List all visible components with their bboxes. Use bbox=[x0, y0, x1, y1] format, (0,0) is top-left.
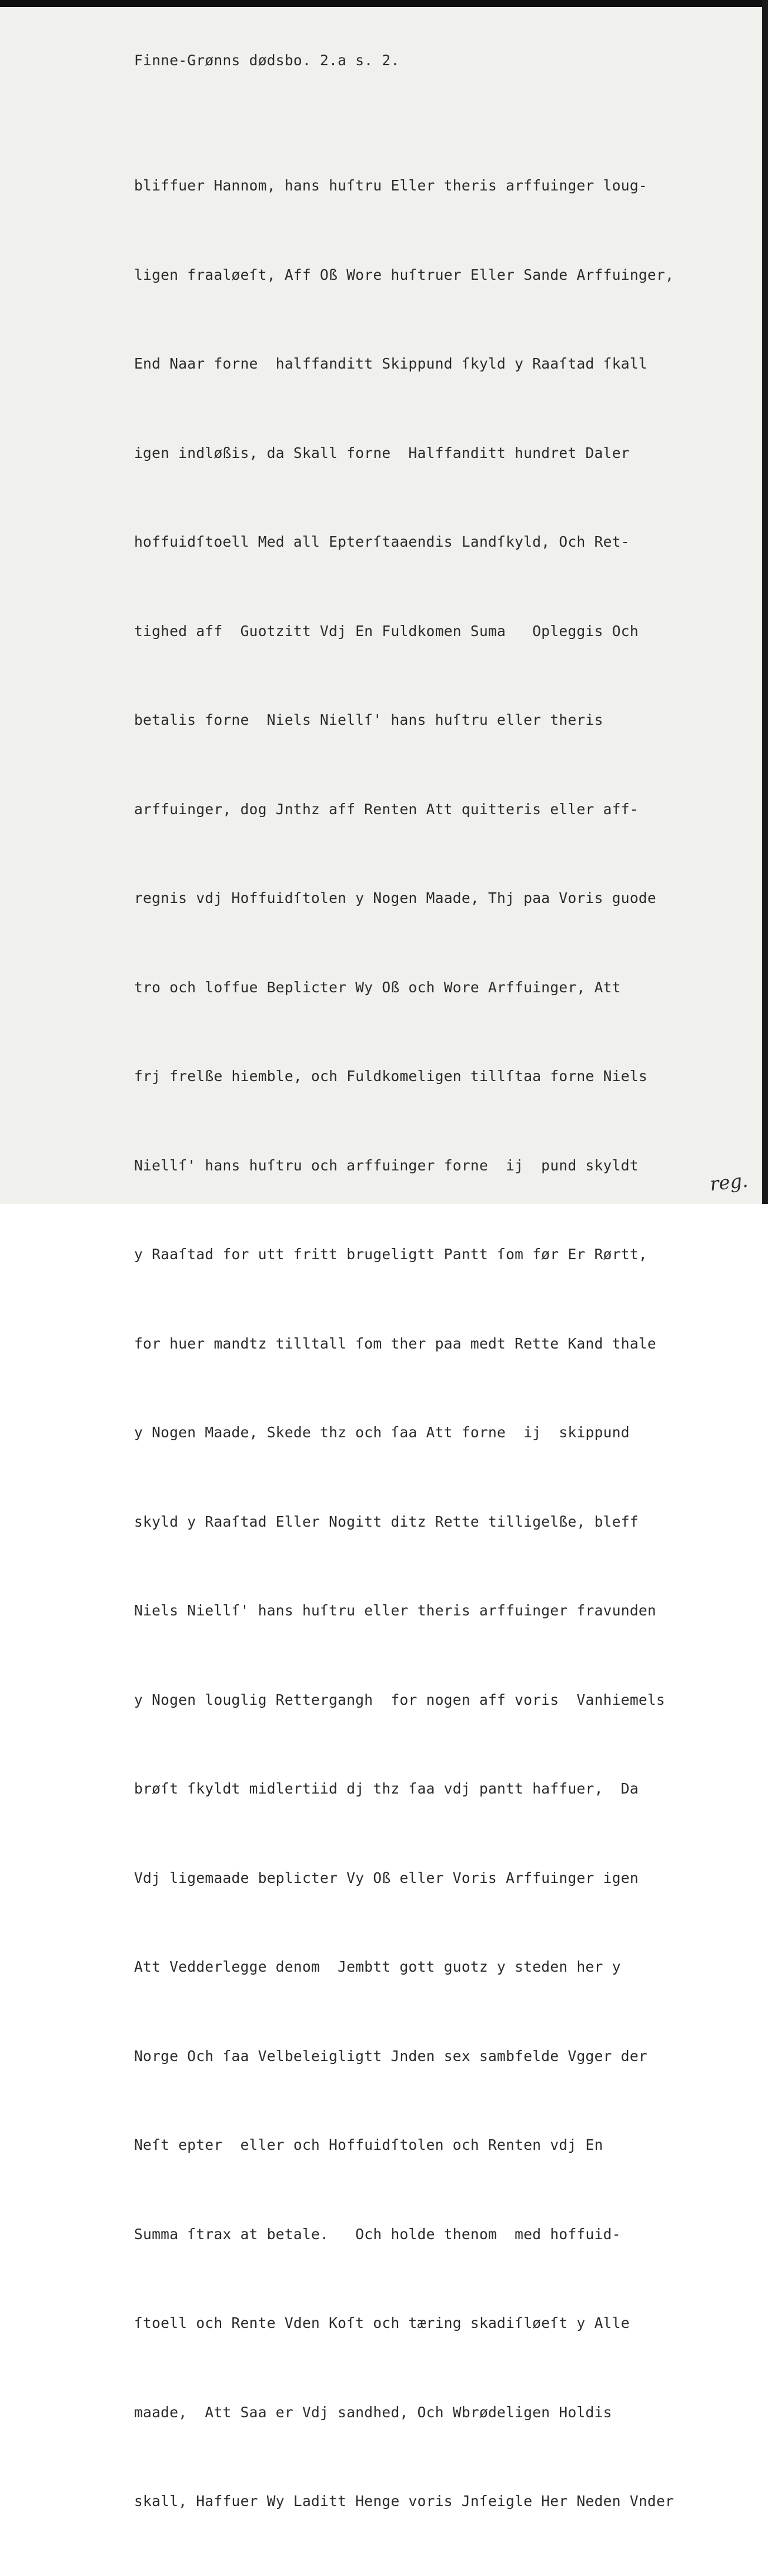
text-line: tighed aff Guotzitt Vdj En Fuldkomen Suma Opleggis Och bbox=[134, 622, 639, 640]
text-line: betalis forne Niels Niellſ' hans huſtru eller theris bbox=[134, 711, 603, 728]
text-line: skyld y Raaſtad Eller Nogitt ditz Rette tilligelße, bleff bbox=[134, 1513, 639, 1530]
text-line: Att Vedderlegge denom Jembtt gott guotz y steden her y bbox=[134, 1958, 621, 1975]
text-line: bliffuer Hannom, hans huſtru Eller theris arffuinger loug- bbox=[134, 177, 647, 194]
text-line: y Nogen Maade, Skede thz och ſaa Att forne ij skippund bbox=[134, 1424, 630, 1441]
text-line: ligen fraaløeſt, Aff Oß Wore huſtruer Eller Sande Arffuinger, bbox=[134, 266, 674, 283]
text-line: ſtoell och Rente Vden Koſt och tæring skadiſløeſt y Alle bbox=[134, 2314, 630, 2331]
scan-frame-right bbox=[762, 0, 768, 1204]
text-line: Norge Och ſaa Velbeleigligtt Jnden sex sambfelde Vgger der bbox=[134, 2047, 647, 2065]
text-line: Niels Niellſ' hans huſtru eller theris arffuinger fravunden bbox=[134, 1602, 656, 1619]
text-line: for huer mandtz tilltall ſom ther paa medt Rette Kand thale bbox=[134, 1334, 656, 1352]
text-line: regnis vdj Hoffuidſtolen y Nogen Maade, Thj paa Voris guode bbox=[134, 889, 656, 906]
text-line: arffuinger, dog Jnthz aff Renten Att quitteris eller aff- bbox=[134, 800, 639, 818]
text-line: skall, Haffuer Wy Laditt Henge voris Jnſeigle Her Neden Vnder bbox=[134, 2493, 674, 2510]
scan-frame-top bbox=[0, 0, 768, 7]
text-line: maade, Att Saa er Vdj sandhed, Och Wbrødeligen Holdis bbox=[134, 2403, 612, 2421]
text-line: Vdj ligemaade beplicter Vy Oß eller Voris Arffuinger igen bbox=[134, 1869, 639, 1886]
handwritten-margin-note: reg. bbox=[709, 1169, 749, 1196]
document-body bbox=[134, 112, 674, 2576]
text-line: frj frelße hiemble, och Fuldkomeligen tillſtaa forne Niels bbox=[134, 1068, 647, 1085]
text-line: Summa ſtrax at betale. Och holde thenom med hoffuid- bbox=[134, 2225, 621, 2243]
text-line: End Naar forne halffanditt Skippund ſkyld y Raaſtad ſkall bbox=[134, 355, 647, 372]
text-line: y Raaſtad for utt fritt brugeligtt Pantt ſom før Er Rørtt, bbox=[134, 1246, 647, 1263]
text-line: Neſt epter eller och Hoffuidſtolen och Renten vdj En bbox=[134, 2136, 603, 2153]
text-line: Niellſ' hans huſtru och arffuinger forne ij pund skyldt bbox=[134, 1156, 639, 1174]
document-header: Finne-Grønns dødsbo. 2.a s. 2. bbox=[134, 52, 400, 69]
text-line: igen indløßis, da Skall forne Halffanditt hundret Daler bbox=[134, 444, 630, 461]
text-line: tro och loffue Beplicter Wy Oß och Wore Arffuinger, Att bbox=[134, 978, 621, 996]
text-line: y Nogen louglig Rettergangh for nogen aff voris Vanhiemels bbox=[134, 1691, 666, 1708]
text-line: brøſt ſkyldt midlertiid dj thz ſaa vdj pantt haffuer, Da bbox=[134, 1780, 639, 1797]
text-line: hoffuidſtoell Med all Epterſtaaendis Landſkyld, Och Ret- bbox=[134, 533, 630, 550]
